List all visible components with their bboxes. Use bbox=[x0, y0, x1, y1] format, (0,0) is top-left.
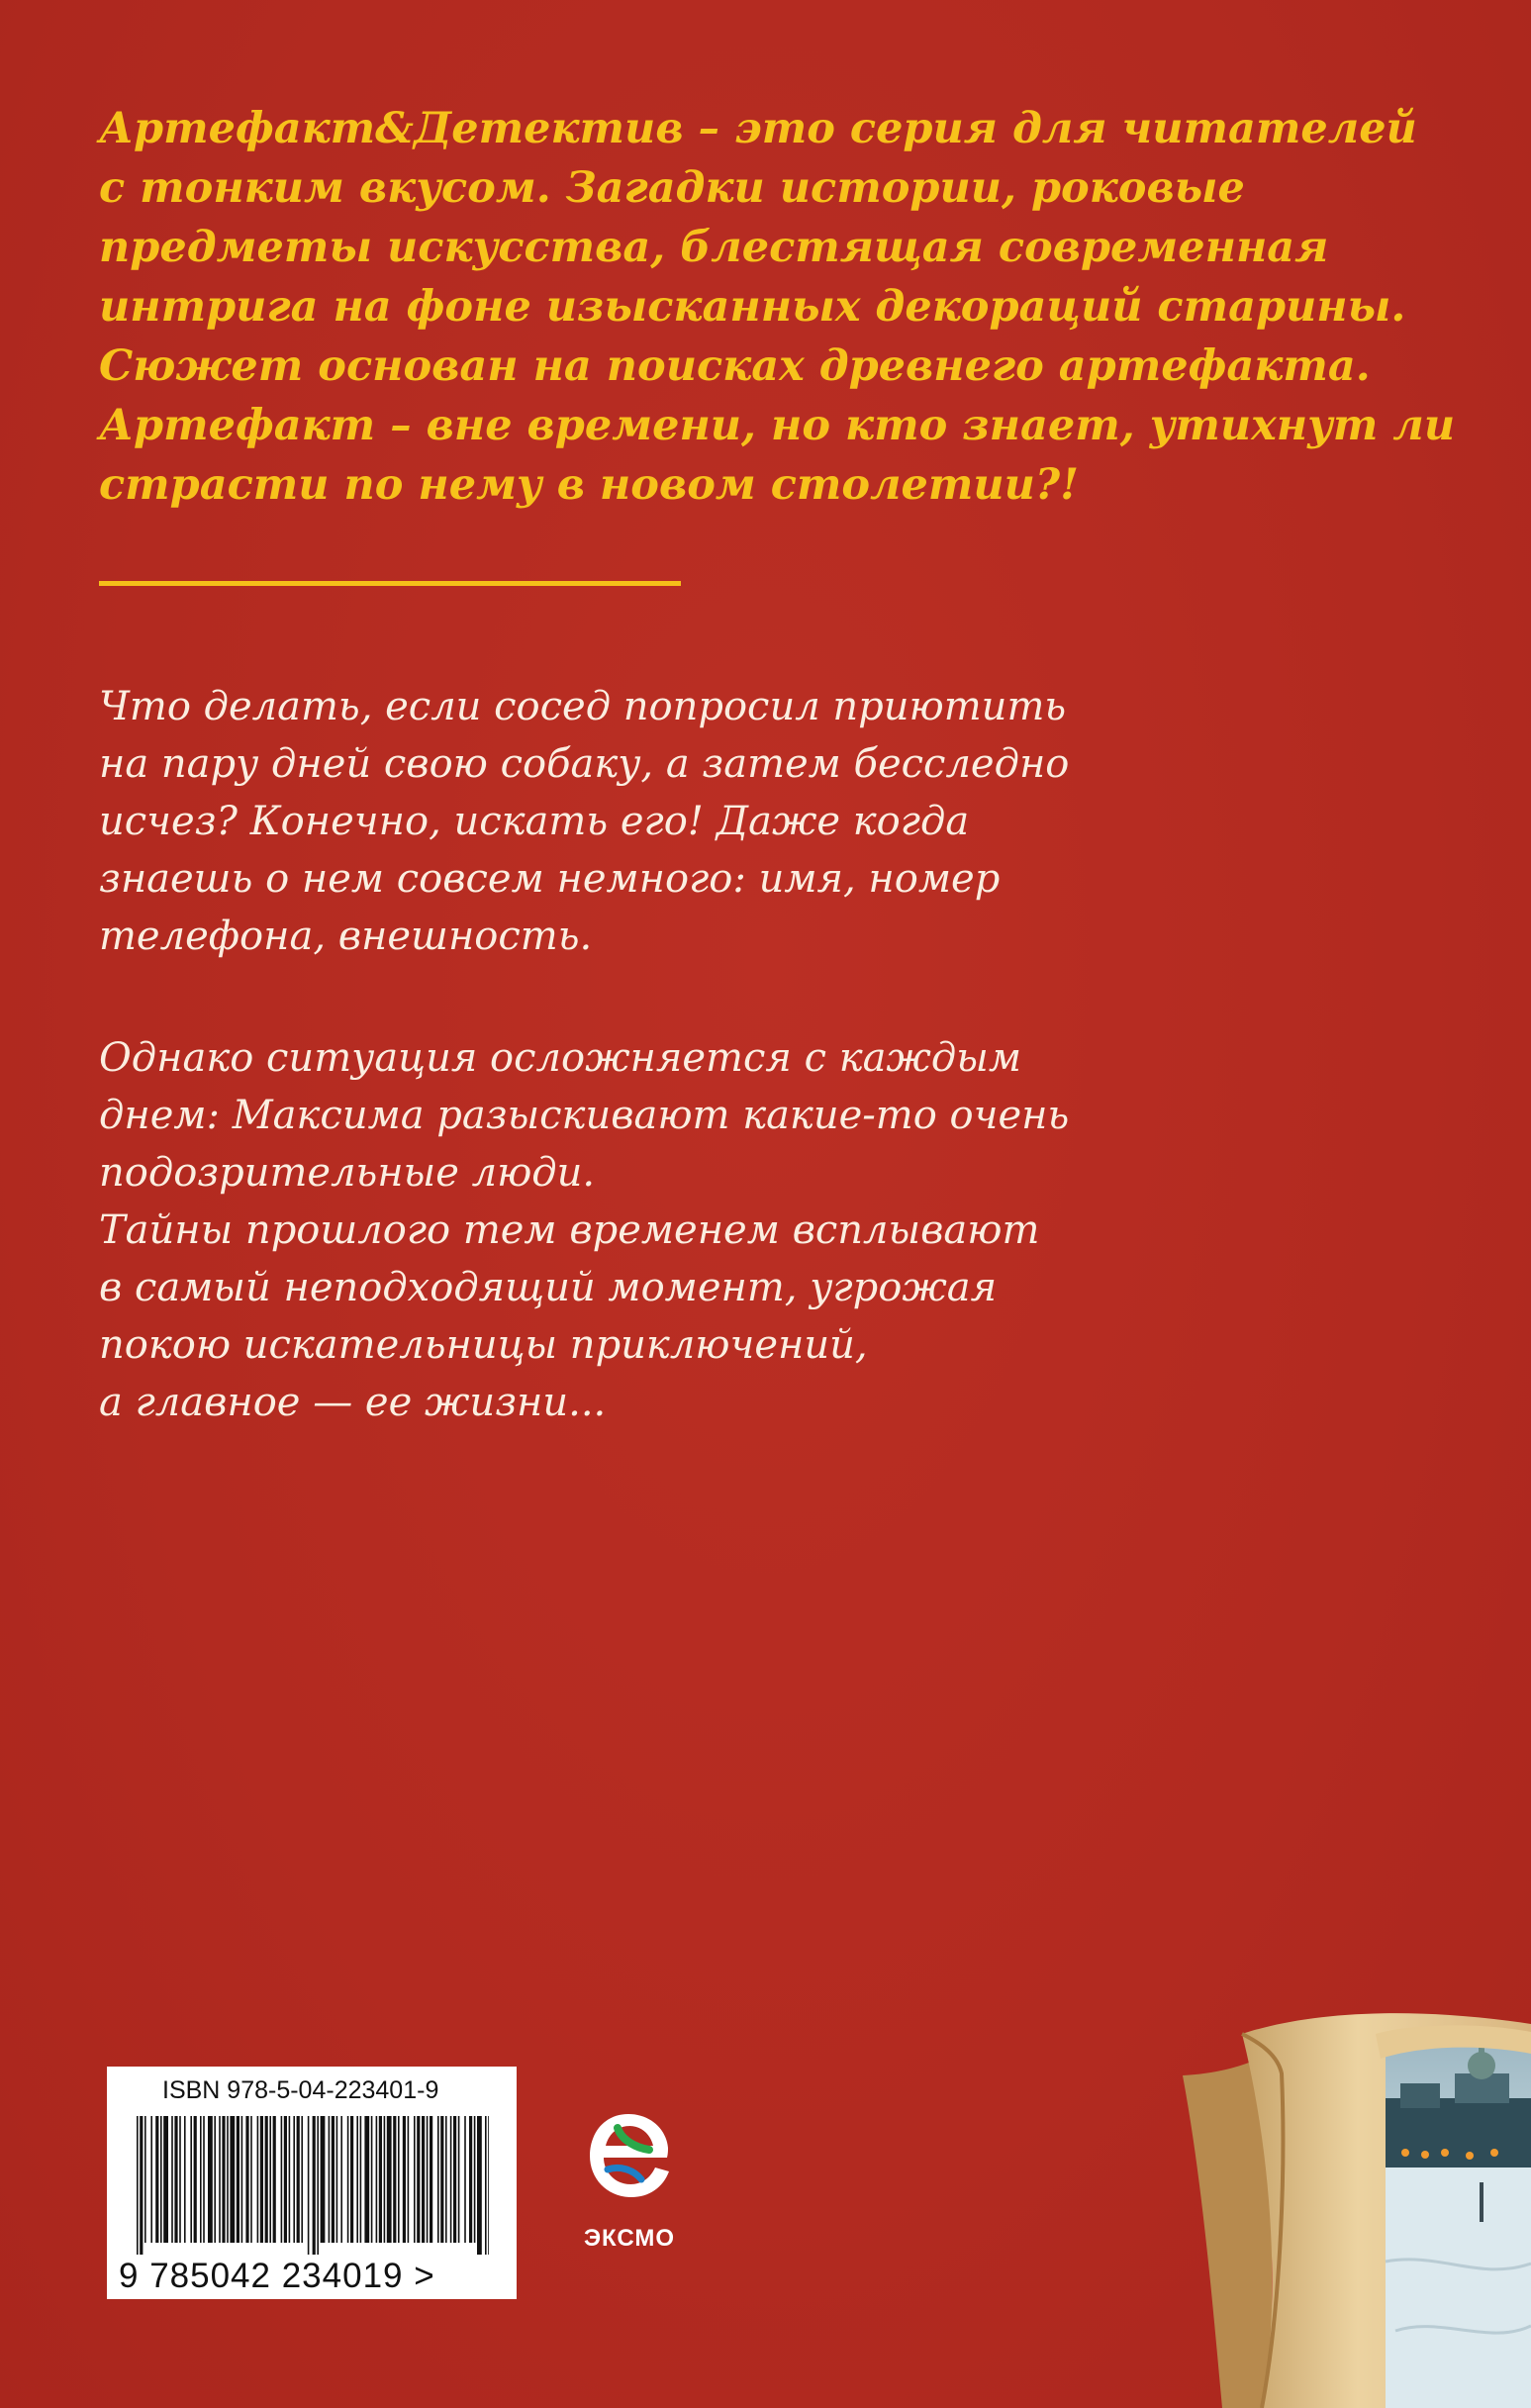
series-description bbox=[99, 99, 1456, 515]
eksmo-logo-icon bbox=[584, 2108, 673, 2202]
annotation-line: в самый неподходящий момент, угрожая bbox=[99, 1265, 998, 1310]
scroll-illustration bbox=[1183, 2004, 1531, 2408]
annotation-line: подозрительные люди. bbox=[99, 1150, 596, 1196]
annotation-line: а главное — ее жизни... bbox=[99, 1380, 607, 1425]
annotation-line: Тайны прошлого тем временем всплывают bbox=[99, 1207, 1040, 1253]
annotation-paragraph-1 bbox=[99, 678, 1287, 965]
annotation-paragraph-2 bbox=[99, 1029, 1287, 1431]
series-line: Сюжет основан на поисках древнего артефакта. bbox=[99, 341, 1371, 391]
series-line: страсти по нему в новом столетии?! bbox=[99, 460, 1080, 510]
annotation-line: днем: Максима разыскивают какие-то очень bbox=[99, 1093, 1070, 1138]
series-line: Артефакт&Детектив – это серия для читателей bbox=[99, 104, 1417, 153]
annotation-line: исчез? Конечно, искать его! Даже когда bbox=[99, 799, 970, 844]
annotation-line: Что делать, если сосед попросил приютить bbox=[99, 684, 1067, 729]
annotation-line: покою искательницы приключений, bbox=[99, 1322, 868, 1368]
series-line: Артефакт – вне времени, но кто знает, утихнут ли bbox=[99, 401, 1456, 450]
annotation-line: на пару дней свою собаку, а затем бесследно bbox=[99, 741, 1070, 787]
annotation-line: Однако ситуация осложняется с каждым bbox=[99, 1035, 1021, 1081]
isbn-label: ISBN 978-5-04-223401-9 bbox=[162, 2076, 439, 2104]
barcode-bars bbox=[137, 2116, 489, 2255]
series-line: с тонким вкусом. Загадки истории, роковые bbox=[99, 163, 1245, 213]
series-line: предметы искусства, блестящая современная bbox=[99, 223, 1329, 272]
divider-line bbox=[99, 581, 681, 586]
isbn-barcode bbox=[107, 2067, 517, 2299]
annotation-line: знаешь о нем совсем немного: имя, номер bbox=[99, 856, 1001, 902]
publisher-name: ЭКСМО bbox=[583, 2225, 676, 2252]
barcode-digits: 9 785042 234019 > bbox=[119, 2257, 435, 2295]
series-line: интрига на фоне изысканных декораций старины. bbox=[99, 282, 1406, 332]
annotation-line: телефона, внешность. bbox=[99, 914, 593, 959]
